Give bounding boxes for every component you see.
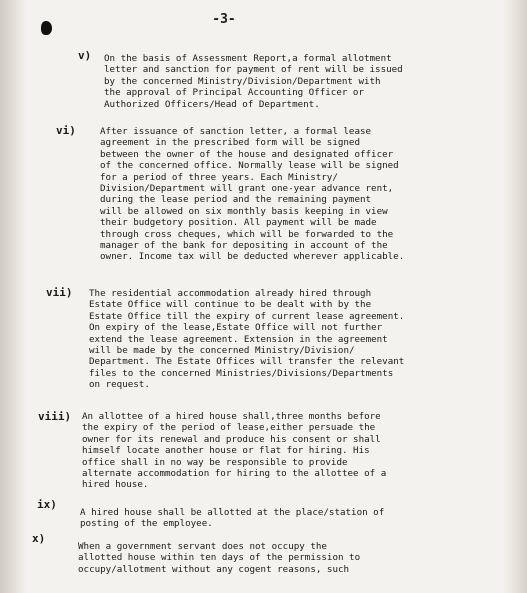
text-line: A hired house shall be allotted at the place/station of	[80, 507, 385, 518]
text-line: on request.	[89, 379, 150, 391]
text-line: On expiry of the lease,Estate Office will not further	[89, 322, 383, 334]
text-line: manager of the bank for depositing in account of the	[100, 240, 388, 252]
clause-text	[89, 288, 404, 391]
text-line: hired house.	[82, 479, 149, 491]
text-line: files to the concerned Ministries/Divisions/Departments	[89, 367, 394, 379]
clause-numeral: vi)	[56, 124, 76, 137]
text-line: between the owner of the house and designated officer	[100, 148, 394, 160]
text-line: extend the lease agreement. Extension in the agreement	[89, 333, 388, 345]
text-line: posting of the employee.	[80, 518, 213, 530]
punch-hole-mark	[41, 21, 52, 35]
text-line: After issuance of sanction letter, a formal lease	[100, 126, 372, 137]
clause-text	[82, 411, 386, 491]
text-line: allotted house within ten days of the permission to	[78, 552, 361, 564]
text-line: of the concerned office. Normally lease will be signed	[100, 160, 399, 172]
text-line: himself locate another house or flat for hiring. His	[82, 445, 370, 457]
clause-text	[104, 53, 403, 110]
text-line: will be allowed on six monthly basis keeping in view	[100, 205, 388, 217]
text-line: the approval of Principal Accounting Officer or	[104, 87, 364, 99]
text-line: An allottee of a hired house shall,three months before	[82, 411, 381, 422]
text-line: When a government servant does not occupy the	[78, 541, 327, 552]
clause-numeral: vii)	[46, 286, 73, 299]
text-line: by the concerned Ministry/Division/Department with	[104, 75, 381, 87]
clause-text	[100, 126, 404, 263]
text-line: Estate Office till the expiry of current lease agreement.	[89, 310, 405, 322]
text-line: letter and sanction for payment of rent will be issued	[104, 64, 403, 76]
text-line: Authorized Officers/Head of Department.	[104, 98, 320, 110]
page-number: -3-	[212, 12, 236, 27]
scan-edge-right	[503, 0, 527, 593]
text-line: office shall in no way be responsible to provide	[82, 456, 348, 468]
text-line: owner. Income tax will be deducted wherever applicable.	[100, 251, 405, 263]
text-line: Division/Department will grant one-year advance rent,	[100, 183, 394, 195]
text-line: occupy/allotment without any cogent reasons, such	[78, 563, 350, 575]
clause-text	[78, 541, 360, 575]
text-line: the expiry of the period of lease,either persuade the	[82, 422, 376, 434]
text-line: owner for its renewal and produce his consent or shall	[82, 433, 381, 445]
text-line: during the lease period and the remaining payment	[100, 194, 372, 206]
clause-numeral: x)	[32, 532, 46, 545]
text-line: agreement in the prescribed form will be signed	[100, 137, 360, 149]
text-line: will be made by the concerned Ministry/Division/	[89, 345, 355, 357]
text-line: their budgetory position. All payment will be made	[100, 217, 377, 229]
clause-numeral: ix)	[37, 498, 57, 511]
text-line: The residential accommodation already hired through	[89, 288, 372, 299]
text-line: On the basis of Assessment Report,a formal allotment	[104, 53, 392, 64]
scan-edge-left	[0, 0, 26, 593]
clause-numeral: v)	[78, 49, 92, 62]
clause-numeral: viii)	[38, 410, 72, 423]
text-line: alternate accommodation for hiring to the allottee of a	[82, 468, 387, 480]
clause-text	[80, 507, 384, 530]
text-line: for a period of three years. Each Ministry/	[100, 171, 338, 183]
text-line: Estate Office will continue to be dealt with by the	[89, 299, 372, 311]
text-line: through cross cheques, which will be forwarded to the	[100, 228, 394, 240]
text-line: Department. The Estate Offices will transfer the relevant	[89, 356, 405, 368]
